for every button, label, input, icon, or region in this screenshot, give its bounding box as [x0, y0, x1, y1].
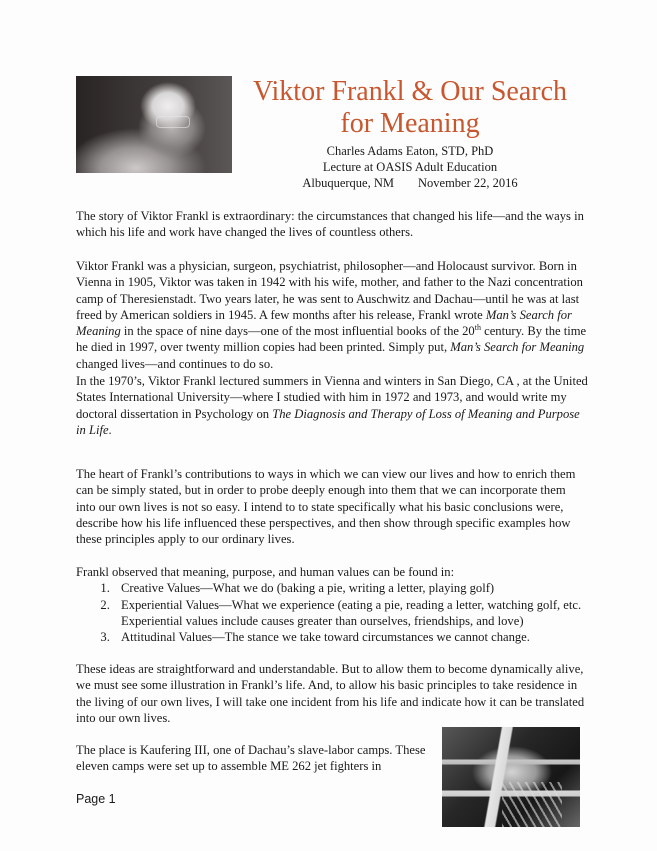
paragraph-text	[76, 373, 588, 438]
paragraph-contributions	[76, 466, 588, 547]
title-line-2: for Meaning	[340, 108, 480, 139]
date: November 22, 2016	[418, 176, 518, 190]
paragraph-text	[76, 258, 588, 372]
paragraph-text: The heart of Frankl’s contributions to ways in which we can view our lives and how to enrich them can be simply stated, but in order to probe deeply enough into them that we can incorporate them into our own lives is not so easy. I intend to to state specifically what his basic conclusions were, describe how his life influenced these perspectives, and then show through specific examples how these principles apply to our ordinary lives.	[76, 467, 576, 547]
ordinal-superscript: th	[474, 323, 481, 332]
text-run: In the 1970’s, Viktor Frankl lectured summers in Vienna and winters in San Diego, CA , at the United States International University—where I studied with him in 1972 and 1973, and would write my doctoral dissertation in Psychology on	[76, 374, 588, 421]
book-title: Man’s Search for Meaning	[450, 340, 585, 355]
list-item: 3. Attitudinal Values—The stance we take toward circumstances we cannot change.	[113, 629, 588, 645]
text-run: Viktor Frankl was a physician, surgeon, psychiatrist, philosopher—and Holocaust survivor. Born in Vienna in 1905, Viktor was taken in 1942 with his wife, mother, and father to the Nazi concentration camp of Theresienstadt. Two years later, he was sent to Auschwitz and Dachau—until he was at last freed by American soldiers in 1945. A few months after his release, Frankl wrote	[76, 259, 583, 322]
portrait-detail	[156, 116, 190, 128]
dissertation-title: The Diagnosis and Therapy of Loss of Meaning and Purpose in Life	[76, 406, 580, 437]
list-item: 1. Creative Values—What we do (baking a pie, writing a letter, playing golf)	[113, 580, 588, 596]
text-run: in the space of nine days—one of the most influential books of the 20	[120, 324, 475, 339]
values-list	[76, 580, 588, 645]
text-run: .	[108, 422, 112, 437]
photo-detail	[502, 782, 562, 827]
location: Albuquerque, NM	[302, 176, 394, 190]
page-number: Page 1	[76, 792, 116, 806]
location-date	[240, 175, 580, 191]
paragraph-biography	[76, 258, 588, 372]
list-item: 2. Experiential Values—What we experience (eating a pie, reading a letter, watching golf, etc. Experiential values include causes greater than ourselves, friendships, and love)	[113, 597, 588, 630]
paragraph-illustration	[76, 661, 588, 726]
author: Charles Adams Eaton, STD, PhD	[326, 144, 494, 158]
paragraph-values	[76, 564, 588, 645]
list-intro: Frankl observed that meaning, purpose, and human values can be found in:	[76, 565, 455, 579]
text-run: changed lives—and continues to do so.	[76, 356, 274, 371]
title-line-1: Viktor Frankl & Our Search	[252, 76, 568, 107]
document-title	[240, 76, 580, 140]
text-run: century. By the time he died in 1997, over twenty million copies had been printed. Simply put,	[76, 324, 587, 355]
aircraft-photo-image	[442, 727, 580, 827]
paragraph-text: The story of Viktor Frankl is extraordinary: the circumstances that changed his life—and the ways in which his life and work have changed the lives of countless others.	[76, 209, 584, 240]
venue: Lecture at OASIS Adult Education	[322, 160, 498, 174]
paragraph-kaufering	[76, 742, 426, 775]
book-title: Man’s Search for Meaning	[76, 307, 572, 339]
paragraph-text: The place is Kaufering III, one of Dachau’s slave-labor camps. These eleven camps were set up to assemble ME 262 jet fighters in	[76, 743, 426, 774]
paragraph-text: These ideas are straightforward and understandable. But to allow them to become dynamically alive, we must see some illustration in Frankl’s life. And, to allow his basic principles to take residence in the living of our own lives, I will take one incident from his life and indicate how it can be translated into our own lives.	[76, 662, 585, 725]
frankl-portrait-image	[76, 76, 232, 173]
document-byline	[240, 143, 580, 191]
paragraph-lectures	[76, 373, 588, 438]
paragraph-intro	[76, 208, 588, 241]
